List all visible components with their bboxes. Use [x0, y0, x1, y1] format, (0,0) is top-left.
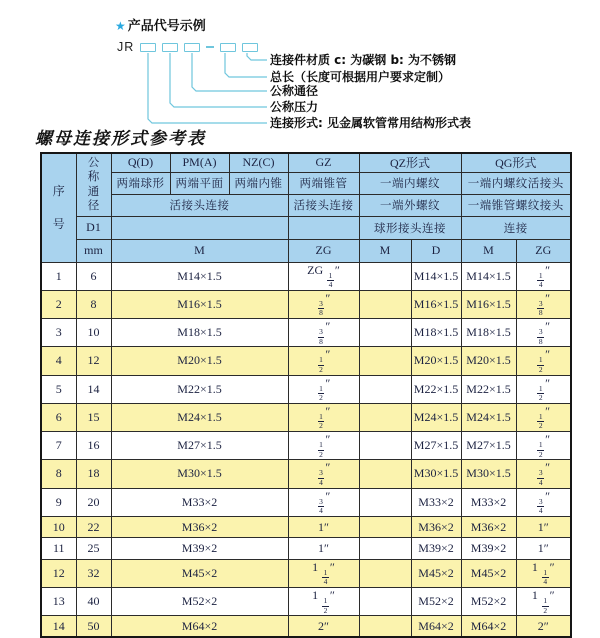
header-row-5 — [41, 239, 571, 262]
diagram-title — [115, 15, 206, 34]
table-row — [41, 403, 571, 431]
table-row — [41, 319, 571, 347]
code-box-5 — [242, 43, 258, 52]
table-row — [41, 516, 571, 538]
cell-dn: 14 — [76, 375, 111, 403]
header-row-1 — [41, 153, 571, 172]
cell-qz-d: M14×1.5 — [411, 262, 461, 290]
cell-seq: 11 — [41, 538, 76, 560]
cell-qg-zg: $\frac{3}{4}$ ″ — [516, 460, 571, 488]
table-row — [41, 347, 571, 375]
diagram-title-text: 产品代号示例 — [127, 19, 206, 34]
cell-dn: 22 — [76, 516, 111, 538]
cell-qz-d: M30×1.5 — [411, 460, 461, 488]
cell-gz-zg: $\frac{1}{2}$ ″ — [288, 403, 359, 431]
code-box-4 — [220, 43, 236, 52]
code-box-2 — [162, 43, 178, 52]
header-qz-d: D — [411, 239, 461, 262]
cell-qg-zg: 2″ — [516, 616, 571, 638]
cell-seq: 6 — [41, 403, 76, 431]
cell-gz-zg: $\frac{3}{8}$ ″ — [288, 290, 359, 318]
table-body — [41, 262, 571, 637]
header-group-qz: QZ形式 — [359, 153, 461, 172]
cell-m-thread: M36×2 — [111, 516, 288, 538]
cell-qz-d: M27×1.5 — [411, 432, 461, 460]
code-prefix: JR — [117, 40, 135, 54]
cell-qg-zg: 1″ — [516, 538, 571, 560]
cell-m-thread: M18×1.5 — [111, 319, 288, 347]
cell-seq: 2 — [41, 290, 76, 318]
cell-qz-m — [359, 559, 411, 587]
cell-qg-zg: $\frac{1}{2}$ ″ — [516, 347, 571, 375]
cell-seq: 9 — [41, 488, 76, 516]
cell-qg-m: M27×1.5 — [461, 432, 516, 460]
cell-qz-m — [359, 516, 411, 538]
cell-gz-zg: $\frac{1}{2}$ ″ — [288, 375, 359, 403]
code-box-3 — [184, 43, 200, 52]
header-conn-qz: 一端外螺纹 — [359, 194, 461, 216]
cell-qz-d: M33×2 — [411, 488, 461, 516]
cell-gz-zg: 1″ — [288, 538, 359, 560]
cell-qg-m: M22×1.5 — [461, 375, 516, 403]
cell-seq: 13 — [41, 588, 76, 616]
nut-connection-reference-table — [40, 152, 572, 638]
cell-qg-zg: $\frac{3}{8}$ ″ — [516, 319, 571, 347]
star-icon: ★ — [115, 19, 126, 33]
cell-qz-d: M20×1.5 — [411, 347, 461, 375]
cell-qz-d: M22×1.5 — [411, 375, 461, 403]
cell-m-thread: M33×2 — [111, 488, 288, 516]
cell-qg-m: M14×1.5 — [461, 262, 516, 290]
cell-qz-m — [359, 262, 411, 290]
cell-qg-zg: $\frac{1}{2}$ ″ — [516, 432, 571, 460]
cell-qg-m: M16×1.5 — [461, 290, 516, 318]
cell-qz-m — [359, 616, 411, 638]
cell-qg-m: M36×2 — [461, 516, 516, 538]
cell-dn: 12 — [76, 347, 111, 375]
header-empty-1 — [111, 216, 288, 239]
cell-m-thread: M20×1.5 — [111, 347, 288, 375]
header-group-qd: Q(D) — [111, 153, 170, 172]
cell-m-thread: M24×1.5 — [111, 403, 288, 431]
code-box-1 — [140, 43, 156, 52]
header-desc-qd: 两端球形 — [111, 172, 170, 194]
header-seq: 序号 — [41, 153, 76, 262]
cell-qz-d: M64×2 — [411, 616, 461, 638]
cell-seq: 7 — [41, 432, 76, 460]
cell-m-thread: M52×2 — [111, 588, 288, 616]
header-row-4 — [41, 216, 571, 239]
cell-qg-zg: $\frac{3}{8}$ ″ — [516, 290, 571, 318]
table-row — [41, 375, 571, 403]
cell-seq: 10 — [41, 516, 76, 538]
cell-qg-m: M30×1.5 — [461, 460, 516, 488]
header-group-gz: GZ — [288, 153, 359, 172]
header-conn-union: 活接头连接 — [111, 194, 288, 216]
header-group-nzc: NZ(C) — [229, 153, 288, 172]
cell-qz-d: M45×2 — [411, 559, 461, 587]
callout-nominal-pressure: 公称压力 — [270, 100, 319, 114]
cell-qz-d: M39×2 — [411, 538, 461, 560]
cell-qz-m — [359, 588, 411, 616]
cell-qg-zg: 1 $\frac{1}{2}$ ″ — [516, 588, 571, 616]
cell-qz-m — [359, 460, 411, 488]
cell-qg-m: M20×1.5 — [461, 347, 516, 375]
header-d1: D1 — [76, 216, 111, 239]
cell-seq: 8 — [41, 460, 76, 488]
cell-qg-m: M39×2 — [461, 538, 516, 560]
cell-gz-zg: $\frac{3}{8}$ ″ — [288, 319, 359, 347]
header-desc-nzc: 两端内锥 — [229, 172, 288, 194]
callout-nominal-diameter: 公称通径 — [270, 84, 319, 98]
header-desc-qz: 一端内螺纹 — [359, 172, 461, 194]
header-row-2 — [41, 172, 571, 194]
cell-dn: 32 — [76, 559, 111, 587]
cell-gz-zg: 1 $\frac{1}{4}$ ″ — [288, 559, 359, 587]
cell-qz-d: M36×2 — [411, 516, 461, 538]
header-empty-2 — [288, 216, 359, 239]
table-row — [41, 616, 571, 638]
cell-m-thread: M14×1.5 — [111, 262, 288, 290]
cell-qg-zg: $\frac{3}{4}$ ″ — [516, 488, 571, 516]
cell-dn: 50 — [76, 616, 111, 638]
header-conn-qg: 一端锥管螺纹接头 — [461, 194, 571, 216]
product-code — [117, 41, 264, 53]
cell-qz-m — [359, 432, 411, 460]
header-zg: ZG — [288, 239, 359, 262]
cell-gz-zg: $\frac{3}{4}$ ″ — [288, 488, 359, 516]
cell-qg-m: M33×2 — [461, 488, 516, 516]
cell-gz-zg: 1 $\frac{1}{2}$ ″ — [288, 588, 359, 616]
cell-seq: 12 — [41, 559, 76, 587]
cell-qg-m: M24×1.5 — [461, 403, 516, 431]
table-row — [41, 588, 571, 616]
cell-dn: 25 — [76, 538, 111, 560]
table-header — [41, 153, 571, 262]
cell-m-thread: M22×1.5 — [111, 375, 288, 403]
header-row-3 — [41, 194, 571, 216]
cell-qg-m: M64×2 — [461, 616, 516, 638]
cell-seq: 5 — [41, 375, 76, 403]
header-ball-joint: 球形接头连接 — [359, 216, 461, 239]
header-qz-m: M — [359, 239, 411, 262]
cell-qg-m: M18×1.5 — [461, 319, 516, 347]
header-conn-gz: 活接头连接 — [288, 194, 359, 216]
cell-gz-zg: ZG $\frac{1}{4}$ ″ — [288, 262, 359, 290]
cell-qg-zg: 1″ — [516, 516, 571, 538]
header-dn: 公称通径 — [76, 153, 111, 216]
header-mm: mm — [76, 239, 111, 262]
cell-dn: 6 — [76, 262, 111, 290]
header-desc-gz: 两端锥管 — [288, 172, 359, 194]
callout-material: 连接件材质 c: 为碳钢 b: 为不锈钢 — [270, 53, 457, 67]
callout-connection-form: 连接形式: 见金属软管常用结构形式表 — [270, 116, 471, 130]
cell-dn: 20 — [76, 488, 111, 516]
cell-gz-zg: $\frac{1}{2}$ ″ — [288, 347, 359, 375]
cell-seq: 1 — [41, 262, 76, 290]
cell-qz-d: M18×1.5 — [411, 319, 461, 347]
cell-qg-zg: $\frac{1}{2}$ ″ — [516, 403, 571, 431]
cell-seq: 14 — [41, 616, 76, 638]
table-row — [41, 460, 571, 488]
cell-qz-d: M24×1.5 — [411, 403, 461, 431]
cell-qz-d: M52×2 — [411, 588, 461, 616]
cell-qz-m — [359, 488, 411, 516]
cell-qz-m — [359, 538, 411, 560]
cell-dn: 40 — [76, 588, 111, 616]
cell-qz-m — [359, 319, 411, 347]
cell-qz-d: M16×1.5 — [411, 290, 461, 318]
cell-qg-m: M52×2 — [461, 588, 516, 616]
cell-dn: 15 — [76, 403, 111, 431]
table-row — [41, 262, 571, 290]
cell-m-thread: M45×2 — [111, 559, 288, 587]
table-row — [41, 559, 571, 587]
cell-qg-zg: $\frac{1}{2}$ ″ — [516, 375, 571, 403]
header-connect: 连接 — [461, 216, 571, 239]
table-row — [41, 538, 571, 560]
cell-seq: 4 — [41, 347, 76, 375]
table-row — [41, 432, 571, 460]
cell-m-thread: M16×1.5 — [111, 290, 288, 318]
cell-qz-m — [359, 375, 411, 403]
cell-qz-m — [359, 290, 411, 318]
header-qg-zg: ZG — [516, 239, 571, 262]
cell-seq: 3 — [41, 319, 76, 347]
cell-gz-zg: 2″ — [288, 616, 359, 638]
cell-qz-m — [359, 347, 411, 375]
header-qg-m: M — [461, 239, 516, 262]
cell-m-thread: M27×1.5 — [111, 432, 288, 460]
cell-dn: 8 — [76, 290, 111, 318]
cell-dn: 18 — [76, 460, 111, 488]
cell-gz-zg: $\frac{3}{4}$ ″ — [288, 460, 359, 488]
header-desc-qg: 一端内螺纹活接头 — [461, 172, 571, 194]
table-row — [41, 290, 571, 318]
header-group-qg: QG形式 — [461, 153, 571, 172]
cell-dn: 10 — [76, 319, 111, 347]
header-group-pma: PM(A) — [170, 153, 229, 172]
cell-qz-m — [359, 403, 411, 431]
cell-m-thread: M64×2 — [111, 616, 288, 638]
cell-gz-zg: $\frac{1}{2}$ ″ — [288, 432, 359, 460]
header-desc-pma: 两端平面 — [170, 172, 229, 194]
code-dash — [206, 46, 214, 48]
table-row — [41, 488, 571, 516]
cell-qg-zg: $\frac{1}{4}$ ″ — [516, 262, 571, 290]
cell-dn: 16 — [76, 432, 111, 460]
cell-gz-zg: 1″ — [288, 516, 359, 538]
cell-qg-m: M45×2 — [461, 559, 516, 587]
cell-m-thread: M30×1.5 — [111, 460, 288, 488]
cell-qg-zg: 1 $\frac{1}{4}$ ″ — [516, 559, 571, 587]
callout-total-length: 总长（长度可根据用户要求定制） — [270, 70, 451, 84]
table-title: 螺母连接形式参考表 — [35, 129, 206, 149]
header-m-span: M — [111, 239, 288, 262]
cell-m-thread: M39×2 — [111, 538, 288, 560]
